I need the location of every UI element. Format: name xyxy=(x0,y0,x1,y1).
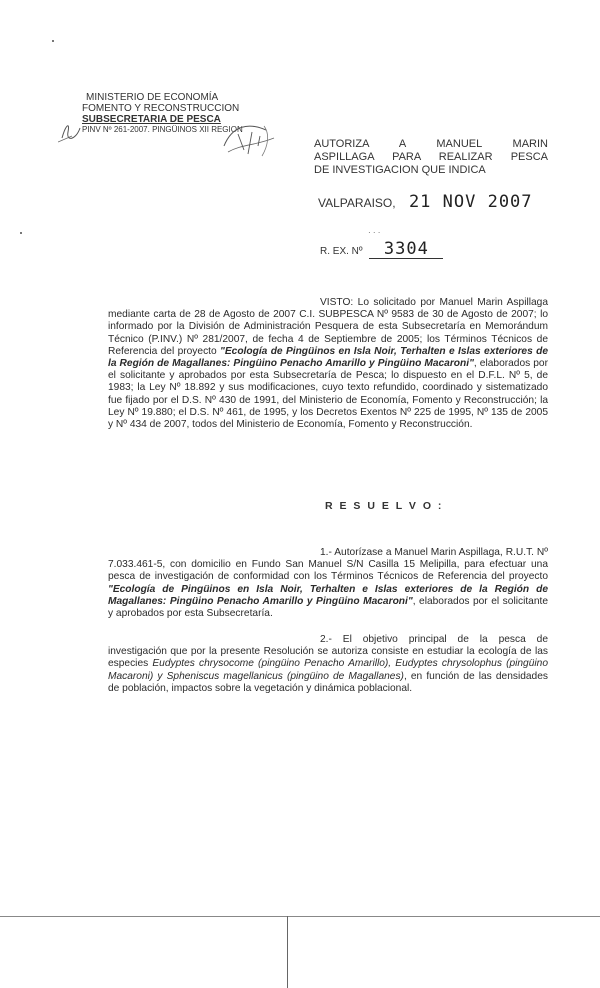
subject-line-2: ASPILLAGA PARA REALIZAR PESCA xyxy=(314,151,548,163)
official-seal-icon xyxy=(218,116,280,160)
document-subject xyxy=(314,138,548,177)
scan-fold-line xyxy=(287,916,288,988)
scan-edge-line xyxy=(0,916,600,917)
point1-project-title: "Ecología de Pingüinos en Isla Noir, Terhalten e Islas exteriores de la Región de Magallanes: Pingüino Penacho Amarillo y Pingüino Macaroni" xyxy=(108,583,548,607)
resolution-point-2 xyxy=(108,634,548,695)
point1-text-a: R.U.T. Nº 7.033.461-5, con domicilio en Fundo San Manuel S/N Casilla 15 Melipilla, para efectuar una pesca de investigación de conformidad con los Términos Técnicos de Referencia del proyecto xyxy=(108,547,548,583)
point2-species-2: Eudyptes chrysolophus (pingüino Macaroni) y Spheniscus magellanicus (pingüino de Magallanes) xyxy=(108,658,548,682)
visto-text-b: , elaborados por el solicitante y aprobados por esta Subsecretaría de Pesca; lo dispuesto en el D.F.L. Nº 5, de 1983; la Ley Nº 18.892 y sus modificaciones, cuyo texto refundido, coordinado y sistematizado fue fijado por el D.S. Nº 430 de 1991, del Ministerio de Economía, Fomento y Reconstrucción; la Ley Nº 19.880; el D.S. Nº 461, de 1995, y los Decretos Exentos Nº 225 de 1995, Nº 135 de 2005 y Nº 434 de 2007, todos del Ministerio de Economía, Fomento y Reconstrucción. xyxy=(108,358,548,431)
visto-paragraph xyxy=(108,297,548,431)
resuelvo-heading: R E S U E L V O : xyxy=(325,500,444,512)
letterhead-ministry: MINISTERIO DE ECONOMÍA xyxy=(86,92,219,103)
visto-text-a: Lo solicitado por Manuel Marin Aspillaga mediante carta de 28 de Agosto de 2007 C.I. SUBPESCA Nº 9583 de 30 de Agosto de 2007; lo informado por la División de Administración Pesquera de esta Subsecretaría en Memorándum Técnico (P.INV.) Nº 281/2007, de fecha 4 de Septiembre de 2005; los Términos Técnicos de Referencia del proyecto xyxy=(108,297,548,357)
resolution-number: 3304 xyxy=(369,240,443,259)
letterhead-ministry-cont: FOMENTO Y RECONSTRUCCION xyxy=(82,103,240,114)
place-label: VALPARAISO, xyxy=(318,196,396,210)
place-date xyxy=(318,192,533,212)
resolution-point-1 xyxy=(108,547,548,620)
visto-label: VISTO: xyxy=(320,297,354,308)
point2-label: 2.- El objetivo principal de la pesca de xyxy=(320,634,548,645)
subject-line-1: AUTORIZA A MANUEL MARIN xyxy=(314,138,548,150)
date-stamp: 21 NOV 2007 xyxy=(408,192,533,212)
handwritten-mark-icon xyxy=(58,118,118,144)
visto-project-title: "Ecología de Pingüinos en Isla Noir, Terhalten e Islas exteriores de la Región de Magallanes: Pingüino Penacho Amarillo y Pingüino Macaroni" xyxy=(108,345,548,370)
letterhead-subsecretaria: SUBSECRETARIA DE PESCA xyxy=(82,114,221,125)
stamp-dots: · · · xyxy=(368,228,381,237)
resolution-prefix: R. EX. Nº xyxy=(320,246,363,257)
subject-line-3: DE INVESTIGACION QUE INDICA xyxy=(314,164,486,176)
letterhead-reference: PINV Nº 261-2007. PINGÜINOS XII REGION xyxy=(82,125,243,134)
resolution-number-line xyxy=(320,240,443,259)
scan-mark xyxy=(20,232,22,234)
point2-text-b: , en función de las densidades de población, impactos sobre la vegetación y dinámica poblacional. xyxy=(108,670,548,694)
point2-text-a: investigación que por la presente Resolución se autoriza consiste en estudiar la ecología de las especies xyxy=(108,646,548,670)
letterhead xyxy=(58,92,273,135)
point2-species-1: Eudyptes chrysocome (pingüino Penacho Amarillo), xyxy=(152,658,392,670)
point1-label: 1.- Autorízase a Manuel Marin Aspillaga, xyxy=(320,547,503,558)
scan-mark xyxy=(52,40,54,42)
point1-text-b: , elaborados por el solicitante y aprobados por esta Subsecretaría. xyxy=(108,595,548,620)
